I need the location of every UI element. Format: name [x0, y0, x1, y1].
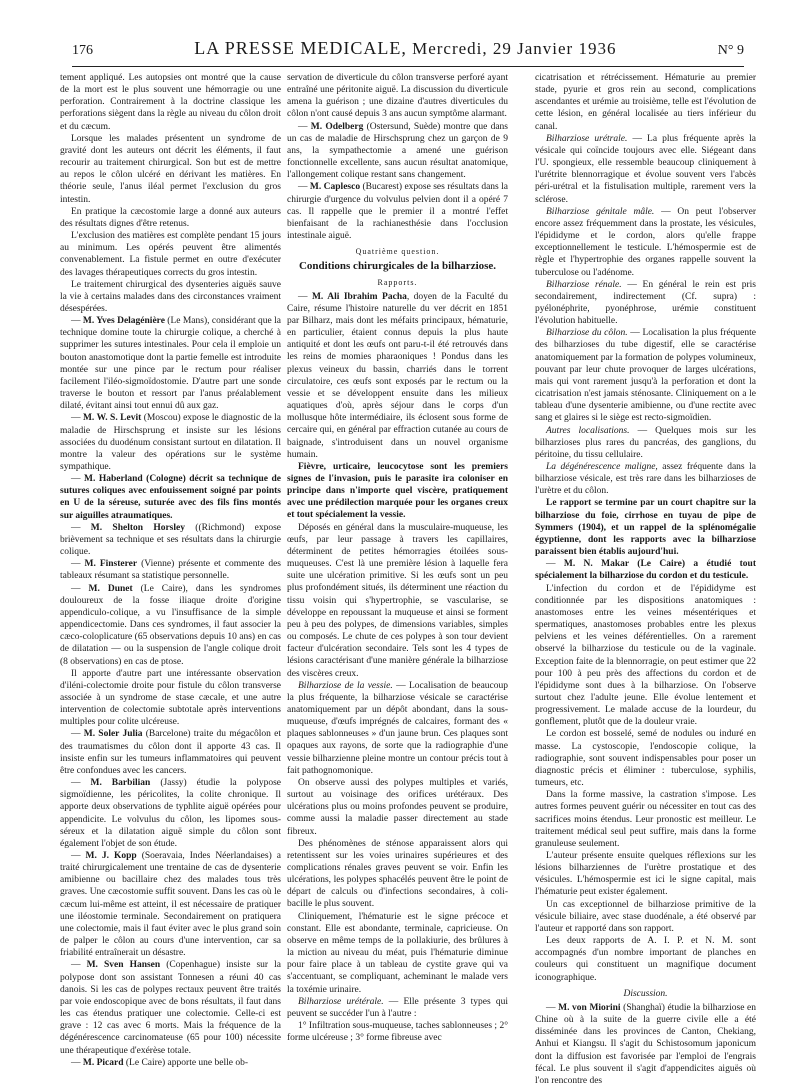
- paragraph-text: servation de diverticule du côlon transverse perforé ayant entraîné une péritonite aiguë. La discussion du diverticule amena la guérison ; une dizaine d'autres diverticules du côlon n'ont causé depuis 3 ans aucun symptôme alarmant.: [287, 73, 508, 120]
- issue-date: Mercredi, 29 Janvier 1936: [412, 39, 617, 58]
- paragraph-text: Le rapport se termine par un court chapitre sur la bilharziose du foie, cirrhose en tuyau de pipe de Symmers (1904), et un rappel de la splénomégalie égyptienne, dont les rapports avec la bilharziose paraissent bien établis aujourd'hui.: [535, 498, 756, 558]
- paragraph: — M. J. Kopp (Soeravaia, Indes Néerlandaises) a traité chirurgicalement une trentaine de cas de dysenterie amibienne ou bacillaire chez des malades tous très graves. Une cæcostomie suffit souvent. Dans les cas où le cæcum lui-même est atteint, il est nécessaire de pratiquer une iléostomie terminale. Secondairement on pratiquera une colectomie, mais il faut éviter avec le plus grand soin de palper le côlon au cours d'une intervention, car sa friabilité entraînerait un désastre.: [60, 851, 281, 959]
- paragraph: [287, 461, 508, 522]
- author-name: M. Sven Hansen: [86, 960, 161, 971]
- author-name: M. von Miorini: [558, 1002, 621, 1013]
- author-name: M. Shelton Horsley: [90, 522, 185, 533]
- paragraph-text: L'auteur présente ensuite quelques réflexions sur les lésions bilharziennes de l'urètre prostatique et des vésicules. L'hémospermie est ici le signe capital, mais l'hématurie peut exister également.: [535, 851, 756, 898]
- author-name: M. Caplesco: [309, 182, 361, 193]
- paragraph: [535, 789, 756, 850]
- paragraph-text: Un cas exceptionnel de bilharziose primitive de la vésicule biliaire, avec stase duodénale, a été observé par l'auteur et rapporté dans son rapport.: [535, 899, 756, 934]
- paragraph-text: (Barcelone) traite du mégacôlon et des traumatismes du côlon dont il apporte 43 cas. Il insiste enfin sur les tumeurs inflammatoires qui peuvent être confondues avec les cancers.: [60, 729, 282, 776]
- paragraph: — M. Picard (Le Caire) apporte une belle ob-: [71, 1057, 249, 1068]
- publication-name: LA PRESSE MEDICALE,: [194, 38, 407, 58]
- paragraph: [287, 996, 508, 1020]
- paragraph: — M. Soler Julia (Barcelone) traite du mégacôlon et des traumatismes du côlon dont il apporte 43 cas. Il insiste enfin sur les tumeurs inflammatoires qui peuvent être confondues avec les cancers.: [60, 729, 282, 776]
- paragraph-text: — Quelques mois sur les bilharzioses plus rares du pancréas, des ganglions, du péritoine, du tissu cellulaire.: [535, 425, 756, 460]
- paragraph-text: L'exclusion des matières est complète pendant 15 jours au minimum. Les opérés peuvent être alimentés convenablement. La fistule permet en outre d'exécuter des lavages thérapeutiques corrects du gros intestin.: [60, 231, 281, 278]
- paragraph-text: (Le Caire), dans les syndromes douloureux de la fosse iliaque droite d'origine appendiculo-colique, a vu l'insuffisance de la simple appendicectomie. Dans ces syndromes, il faut associer la cæco-coloplicature (65 observations depuis 10 ans) en cas de dilatation — ou la suspension de l'angle colique droit (8 observations) en cas de ptose.: [60, 583, 281, 667]
- paragraph: [60, 230, 281, 279]
- paragraph-text: — Elle présente 3 types qui peuvent se succéder l'un à l'autre :: [287, 996, 508, 1019]
- author-name: M. Finsterer: [84, 559, 138, 570]
- paragraph-text: assez fréquente dans la bilharziose vésicale, est très rare dans les bilharzioses de l'urètre et du côlon.: [535, 462, 756, 497]
- paragraph: [535, 327, 756, 424]
- paragraph-text: (Le Mans), considérant que la technique domine toute la chirurgie colique, a cherché à supprimer les sutures intestinales. Pour cela il emploie un bouton anastomotique dont la partie femelle est introduite montée sur une pince par le rectum pour réaliser facilement l'iléo-sigmoïdostomie. D'autre part une sonde traverse le bouton et ressort par l'anus préalablement dilaté, évitant ainsi tout ennui dû aux gaz.: [60, 316, 281, 412]
- paragraph: — M. Sven Hansen (Copenhague) insiste sur la polypose dont son assistant Tonnesen a réuni 40 cas danois. Si les cas de polypes rectaux peuvent être traités par voie endoscopique avec de bons résultats, il faut dans les cas étendus pratiquer une colectomie. Celle-ci est grave : 12 cas avec 6 morts. Mais la fréquence de la dégénérescence carcinomateuse (65 pour 100) nécessite une thérapeutique d'exérèse totale.: [60, 960, 281, 1056]
- paragraph-text: (Moscou) expose le diagnostic de la maladie de Hirschsprung et insiste sur les lésions associées du duodénum consistant surtout en dilatation. Il montre la valeur des opérations sur le système sympathique.: [60, 413, 282, 472]
- paragraph: [535, 583, 756, 729]
- paragraph-text: On observe aussi des polypes multiples et variés, surtout au voisinage des orifices urétéraux. Des ulcérations plus ou moins profondes peuvent se produire, comme aussi la maladie passer directement au stade fibreux.: [287, 777, 508, 837]
- running-title: [194, 38, 616, 59]
- paragraph-text: Dans la forme massive, la castration s'impose. Les autres formes peuvent guérir ou nécessiter en tout cas des sacrifices moins étendus. Leur pronostic est meilleur. Le traitement médical seul peut suffire, mais dans la forme granuleuse seulement.: [535, 790, 756, 849]
- paragraph: [535, 133, 756, 206]
- paragraph-text: — Localisation de beaucoup la plus fréquente, la bilharziose vésicale se caractérise anatomiquement par un dépôt abondant, dans la sous-muqueuse, d'œufs imprégnés de calcaires, formant des « plaques sablonneuses » d'un jaune brun. Ces plaques sont opaques aux rayons, de sorte que la radiographie d'une vessie bilharzienne pleine montre un contour précis tout à fait pathognomonique.: [287, 680, 508, 776]
- paragraph: [535, 206, 756, 279]
- paragraph: — M. Shelton Horsley ((Richmond) expose brièvement sa technique et ses résultats dans la chirurgie colique.: [60, 522, 282, 558]
- header-rule: [72, 66, 744, 67]
- paragraph: — M. Haberland (Cologne) décrit sa technique de sutures coliques avec enfouissement soigné par points en U de la séreuse, suturée avec des fils fins montés sur aiguilles atraumatiques.: [60, 474, 281, 521]
- paragraph-text: Le cordon est bosselé, semé de nodules ou induré en masse. La cystoscopie, l'endoscopie colique, la radiographie, sont souvent indispensables pour poser un diagnostic précis et éliminer : tuberculose, syphilis, tumeurs, etc.: [535, 729, 756, 789]
- author-name: M. J. Kopp: [85, 851, 137, 861]
- paragraph: [60, 206, 281, 230]
- subsection-label: Rapports.: [377, 277, 418, 287]
- paragraph-text: tement appliqué. Les autopsies ont montré que la cause de la mort est le plus souvent une hémorragie ou une perforation. Contrairement à la doctrine classique les perforations siègent dans la règle au niveau du côlon droit et du cæcum.: [60, 73, 281, 132]
- paragraph-text: — Localisation la plus fréquente des bilharzioses du tube digestif, elle se caractérise anatomiquement par la formation de polypes volumineux, pouvant par leur chute provoquer de larges ulcérations, mais qui vont rarement jusqu'à la perforation et dont la cicatrisation n'est jamais sténosante. Cliniquement on a le tableau d'une dysenterie amibienne, ou d'une rectite avec sang et glaires si le siège est recto-sigmoïdien.: [535, 328, 756, 424]
- paragraph: [287, 680, 508, 777]
- author-name: M. Haberland: [84, 474, 143, 485]
- paragraph-text: , doyen de la Faculté du Caire, résume l'histoire naturelle du ver décrit en 1851 par Bilharz, mais dont les méfaits principaux, hématurie, en particulier, étaient connus depuis la plus haute antiquité et dont les œufs ont paru-t-il été retrouvés dans les reins de momies pharaoniques ! Pondus dans les plexus veineux du bassin, charriés dans le torrent circulatoire, ces œufs sont exposés par le rectum ou la vessie et se développent ensuite dans les milieux aquatiques d'où, après séjour dans le corps d'un mollusque hôte intermédiaire, ils éclosent sous forme de cercaire qui, en général par effraction cutanée au cours de baignade, s'introduisent dans un nouvel organisme humain.: [287, 291, 508, 460]
- paragraph: [535, 728, 756, 789]
- paragraph: [535, 850, 756, 899]
- paragraph-text: — En général le rein est pris secondairement, indirectement (Cf. supra) : pyélonéphrite, pyonéphrose, urémie constituent l'évolution habituelle.: [535, 279, 756, 327]
- paragraph-text: (Cologne) décrit sa technique de sutures coliques avec enfouissement soigné par points en U de la séreuse, suturée avec des fils fins montés sur aiguilles atraumatiques.: [60, 474, 281, 521]
- paragraph: — M. Yves Delagénière (Le Mans), considérant que la technique domine toute la chirurgie colique, a cherché à supprimer les sutures intestinales. Pour cela il emploie un bouton anastomotique dont la partie femelle est introduite montée sur une pince par le rectum pour réaliser facilement l'iléo-sigmoïdostomie. D'autre part une sonde traverse le bouton et ressort par l'anus préalablement dilaté, évitant ainsi tout ennui dû aux gaz.: [60, 316, 281, 412]
- subheading-lead: Bilharziose du côlon.: [546, 328, 628, 339]
- paragraph-text: — On peut l'observer encore assez fréquemment dans la prostate, les vésicules, l'épididyme et le cordon, alors qu'elle frappe exceptionnellement le testicule. L'hémospermie est de règle et l'hypertrophie des organes rappelle souvent la tuberculose ou l'adénome.: [535, 206, 756, 278]
- subheading-lead: Autres localisations.: [546, 425, 630, 436]
- paragraph: [535, 935, 756, 984]
- subheading-lead: Bilharziose génitale mâle.: [546, 206, 655, 217]
- text-column-2: [287, 72, 508, 1072]
- section-title: Conditions chirurgicales de la bilharziose.: [298, 260, 497, 273]
- paragraph: [535, 899, 756, 935]
- text-column-1: [60, 72, 281, 1072]
- text-column-3: [535, 72, 757, 1086]
- section-label: Quatrième question.: [355, 247, 440, 257]
- paragraph-text: Déposés en général dans la musculaire-muqueuse, les œufs, par leur passage à travers les capillaires, déterminent de petites hémorragies étoilées sous-muqueuses. C'est là une première lésion à laquelle fera suite une ulcération primitive. Si les œufs sont un peu plus profondément situés, ils déterminent une réaction du tissu voisin qui s'hypertrophie, se vascularise, se développe en repoussant la muqueuse et ainsi se forment peu à peu des polypes, de dimensions variables, simples ou composés. Le chute de ces polypes à son tour devient facteur d'ulcération secondaire. Tels sont les 4 types de lésions caractérisant d'une manière générale la bilharziose des viscères creux.: [287, 522, 508, 679]
- paragraph: [535, 279, 756, 328]
- paragraph-text: (Bucarest) expose ses résultats dans la chirurgie d'urgence du volvulus pelvien dont il a opéré 7 cas. Il rappelle que le premier il a montré l'effet bienfaisant de la rachianesthésie dans l'occlusion intestinale aiguë.: [287, 182, 508, 242]
- paragraph: — M. von Miorini (Shanghaï) étudie la bilharziose en Chine où à la suite de la guerre civile elle a été disséminée dans les provinces de Canton, Chekiang, Anhui et Kiangsu. Il s'agit du Schistosomum japonicum dont la diffusion est favorisée par l'emploi de l'engrais fécal. Le plus souvent il s'agit d'appendicites aiguës où l'on rencontre des: [535, 1002, 756, 1086]
- paragraph-text: cicatrisation et rétrécissement. Hématurie au premier stade, pyurie et gros rein au second, complications ascendantes et urémie au troisième, telle est l'évolution de cette lésion, en général localisée au tiers inférieur du canal.: [535, 73, 756, 132]
- paragraph: — M. Ali Ibrahim Pacha, doyen de la Faculté du Caire, résume l'histoire naturelle du ver décrit en 1851 par Bilharz, mais dont les méfaits principaux, hématurie, en particulier, étaient connus depuis la plus haute antiquité et dont les œufs ont paru-t-il été retrouvés dans les reins de momies pharaoniques ! Pondus dans les plexus veineux du bassin, charriés dans le torrent circulatoire, ces œufs sont exposés par le rectum ou la vessie et se développent ensuite dans les milieux aquatiques d'où, après séjour dans le corps d'un mollusque hôte intermédiaire, ils éclosent sous forme de cercaire qui, en général par effraction cutanée au cours de baignade, s'introduisent dans un nouvel organisme humain.: [287, 291, 508, 460]
- subheading-lead: Bilharziose urétrale.: [546, 133, 628, 144]
- paragraph-text: Il apporte d'autre part une intéressante observation d'iléni-colectomie droite pour fistule du côlon transverse associée à un syndrome de stase cæcale, et une autre intervention de colectomie subtotale après interventions multiples pour colite ulcéreuse.: [60, 668, 281, 728]
- paragraph: [287, 1020, 508, 1044]
- paragraph: — M. N. Makar (Le Caire) a étudié tout spécialement la bilharziose du cordon et du testicule.: [535, 559, 757, 582]
- author-name: M. Picard: [82, 1057, 124, 1068]
- paragraph: [535, 72, 756, 133]
- paragraph-text: (Ostersund, Suède) montre que dans un cas de maladie de Hirschsprung chez un garçon de 9 ans, la sympathectomie a amené une guérison fonctionnelle excellente, sans aucun résultat anatomique, l'allongement colique restant sans changement.: [287, 121, 509, 181]
- paragraph-text: ((Richmond) expose brièvement sa technique et ses résultats dans la chirurgie colique.: [60, 522, 282, 558]
- paragraph-text: (Copenhague) insiste sur la polypose dont son assistant Tonnesen a réuni 40 cas danois. Si les cas de polypes rectaux peuvent être traités par voie endoscopique avec de bons résultats, il faut dans les cas étendus pratiquer une colectomie. Celle-ci est grave : 12 cas avec 6 morts. Mais la fréquence de la dégénérescence carcinomateuse (65 pour 100) nécessite une thérapeutique d'exérèse totale.: [60, 960, 281, 1056]
- paragraph: — M. Dunet (Le Caire), dans les syndromes douloureux de la fosse iliaque droite d'origine appendiculo-colique, a vu l'insuffisance de la simple appendicectomie. Dans ces syndromes, il faut associer la cæco-coloplicature (65 observations depuis 10 ans) en cas de dilatation — ou la suspension de l'angle colique droit (8 observations) en cas de ptose.: [60, 583, 281, 667]
- author-name: M. Ali Ibrahim Pacha: [311, 291, 407, 302]
- paragraph: [535, 497, 756, 558]
- paragraph: [60, 279, 281, 315]
- author-name: M. Dunet: [88, 583, 133, 594]
- paragraph: [287, 838, 508, 911]
- subheading-lead: La dégénérescence maligne,: [546, 462, 658, 472]
- paragraph-text: L'infection du cordon et de l'épididyme est conditionnée par les dispositions anatomiques : anastomoses entre les veines mésentériques et spermatiques, anastomoses probables entre les plexus pelviens et les veines déférentielles. On a rarement observé la bilharziose du testicule ou de la vaginale. Exception faite de la blennorragie, on peut estimer que 22 pour 100 à peu près des affections du cordon et de l'épididyme sont dues à la bilharziose. On l'observe surtout chez l'adulte jeune. Elle évolue lentement et progressivement. Le malade accuse de la lourdeur, du gonflement, plutôt que de la douleur vraie.: [535, 583, 756, 728]
- subheading-lead: Bilharziose urétérale.: [298, 996, 384, 1007]
- paragraph-text: (Shanghaï) étudie la bilharziose en Chine où à la suite de la guerre civile elle a été disséminée dans les provinces de Canton, Chekiang, Anhui et Kiangsu. Il s'agit du Schistosomum japonicum dont la diffusion est favorisée par l'emploi de l'engrais fécal. Le plus souvent il s'agit d'appendicites aiguës où l'on rencontre des: [535, 1002, 756, 1086]
- paragraph: [287, 72, 508, 121]
- author-name: M. Odelberg: [310, 121, 364, 132]
- author-name: M. Barbilian: [90, 778, 151, 789]
- author-name: M. N. Makar: [563, 559, 629, 570]
- subheading-lead: Bilharziose de la vessie.: [298, 680, 393, 691]
- paragraph: [60, 668, 281, 729]
- author-name: M. Soler Julia: [83, 729, 143, 740]
- paragraph: [535, 461, 756, 497]
- paragraph-text: 1° Infiltration sous-muqueuse, taches sablonneuses ; 2° forme ulcéreuse ; 3° forme fibreuse avec: [287, 1021, 508, 1044]
- paragraph-text: (Le Caire) apporte une belle ob-: [123, 1057, 249, 1068]
- paragraph-text: (Soeravaia, Indes Néerlandaises) a traité chirurgicalement une trentaine de cas de dysenterie amibienne ou bacillaire chez des malades tous très graves. Une cæcostomie suffit souvent. Dans les cas où le cæcum lui-même est atteint, il est nécessaire de pratiquer une iléostomie terminale. Secondairement on pratiquera une colectomie, mais il faut éviter avec le plus grand soin de palper le côlon au cours d'une intervention, car sa friabilité entraînerait un désastre.: [60, 851, 281, 959]
- paragraph-text: En pratique la cæcostomie large a donné aux auteurs des résultats dignes d'être retenus.: [60, 206, 281, 229]
- page-number: 176: [72, 43, 93, 58]
- paragraph: — M. Odelberg (Ostersund, Suède) montre que dans un cas de maladie de Hirschsprung chez un garçon de 9 ans, la sympathectomie a amené une guérison fonctionnelle excellente, sans aucun résultat anatomique, l'allongement colique restant sans changement.: [287, 121, 509, 181]
- paragraph-text: — La plus fréquente après la vésicale qui coïncide toujours avec elle. Siégeant dans l'U. spongieux, elle ressemble beaucoup cliniquement à l'urétrite blennorragique et évolue souvent vers l'abcès péri-urétral et la fistulisation multiple, rarement vers la sclérose.: [535, 133, 757, 205]
- issue-number: N° 9: [717, 43, 744, 58]
- paragraph: — M. Barbilian (Jassy) étudie la polypose sigmoïdienne, les péricolites, la colite chronique. Il apporte deux observations de typhlite aiguë opérées pour appendicite. Le volvulus du côlon, les lipomes sous-séreux et la dilatation aiguë simple du côlon sont également l'objet de son étude.: [60, 778, 281, 849]
- paragraph: [60, 133, 281, 206]
- paragraph: — M. W. S. Levit (Moscou) expose le diagnostic de la maladie de Hirschsprung et insiste sur les lésions associées du duodénum consistant surtout en dilatation. Il montre la valeur des opérations sur le système sympathique.: [60, 413, 282, 472]
- paragraph-text: Cliniquement, l'hématurie est le signe précoce et constant. Elle est abondante, terminale, capricieuse. On observe en même temps de la pollakiurie, des brûlures à la miction au niveau du méat, puis l'hématurie diminue pour faire place à un tableau de cystite grave qui va s'accentuant, se compliquant, acheminant le malade vers la toxémie urinaire.: [287, 911, 508, 995]
- discussion-label: Discussion.: [623, 988, 668, 999]
- author-name: M. Yves Delagénière: [82, 316, 165, 327]
- paragraph: — M. Caplesco (Bucarest) expose ses résultats dans la chirurgie d'urgence du volvulus pelvien dont il a opéré 7 cas. Il rappelle que le premier il a montré l'effet bienfaisant de la rachianesthésie dans l'occlusion intestinale aiguë.: [287, 182, 508, 242]
- paragraph: [535, 425, 756, 461]
- paragraph: — M. Finsterer (Vienne) présente et commente des tableaux résumant sa statistique personnelle.: [60, 559, 282, 582]
- paragraph-text: Les deux rapports de A. I. P. et N. M. sont accompagnés d'un nombre important de planches en couleurs qui constituent un magnifique document iconographique.: [535, 936, 756, 983]
- author-name: M. W. S. Levit: [82, 413, 142, 424]
- paragraph: [287, 522, 508, 680]
- paragraph: [287, 911, 508, 996]
- subheading-lead: Bilharziose rénale.: [546, 279, 622, 290]
- paragraph-text: (Le Caire) a étudié tout spécialement la bilharziose du cordon et du testicule.: [535, 559, 757, 582]
- paragraph-text: Lorsque les malades présentent un syndrome de gravité dont les auteurs ont décrit les éléments, il faut recourir au traitement chirurgical. Son but est de mettre au repos le côlon ulcéré en dérivant les matières. En théorie seule, l'anus iléal permet l'exclusion du gros intestin.: [60, 133, 281, 205]
- running-header: [72, 38, 744, 64]
- paragraph-text: Fièvre, urticaire, leucocytose sont les premiers signes de l'invasion, puis le parasite ira coloniser en principe dans n'importe quel viscère, pratiquement avec une prédilection marquée pour les organes creux et tout spécialement la vessie.: [287, 461, 508, 521]
- paragraph-text: (Jassy) étudie la polypose sigmoïdienne, les péricolites, la colite chronique. Il apporte deux observations de typhlite aiguë opérées pour appendicite. Le volvulus du côlon, les lipomes sous-séreux et la dilatation aiguë simple du côlon sont également l'objet de son étude.: [60, 778, 281, 849]
- paragraph-text: Des phénomènes de sténose apparaissent alors qui retentissent sur les voies urinaires supérieures et des complications rénales graves peuvent se voir. Enfin les ulcérations, les polypes sphacélés peuvent être le point de départ de calculs ou d'infections secondaires, à coli-bacille le plus souvent.: [287, 838, 508, 910]
- paragraph-text: (Vienne) présente et commente des tableaux résumant sa statistique personnelle.: [60, 559, 282, 582]
- paragraph-text: Le traitement chirurgical des dysenteries aiguës sauve la vie à certains malades dans des circonstances vraiment désespérées.: [60, 279, 281, 314]
- paragraph: [287, 777, 508, 838]
- paragraph: [60, 72, 281, 133]
